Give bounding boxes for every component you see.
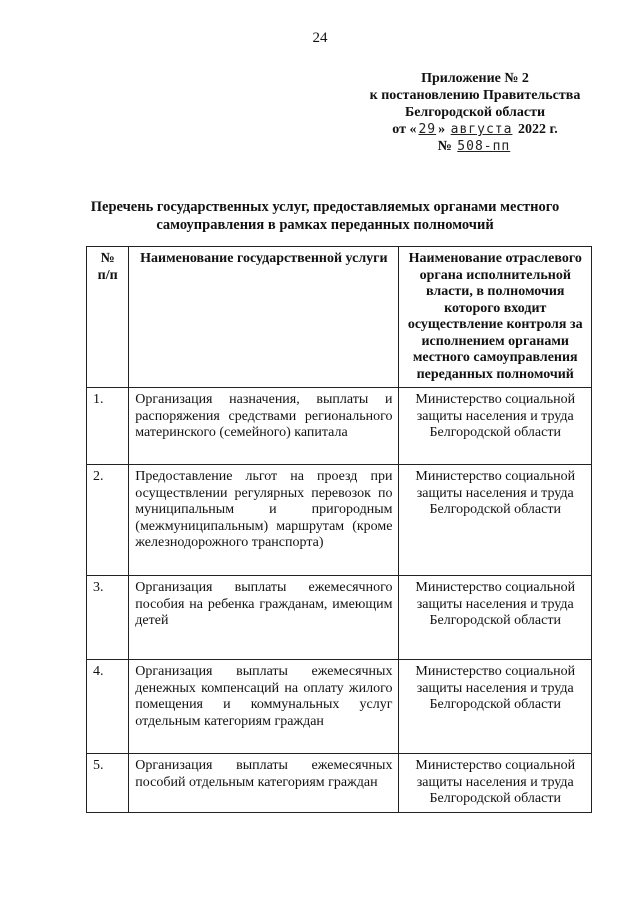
row-num: 3. [87,576,129,660]
table-row [87,576,592,660]
row-num: 2. [87,465,129,576]
table-row [87,388,592,465]
date-prefix: от « [392,122,417,137]
appendix-resolution: к постановлению Правительства [369,88,581,103]
row-service: Организация выплаты ежемесячного пособия на ребенка гражданам, имеющим детей [129,576,399,660]
row-ministry: Министерство социальной защиты населения и труда Белгородской области [399,576,592,660]
row-service: Организация выплаты ежемесячных пособий отдельным категориям граждан [129,754,399,813]
header-ministry: Наименование отраслевого органа исполнительной власти, в полномочия которого входит осуществление контроля за исполнением органами местного самоуправления переданных полномочий [399,247,592,388]
row-ministry: Министерство социальной защиты населения и труда Белгородской области [399,754,592,813]
date-separator: » [438,122,446,137]
header-service: Наименование государственной услуги [129,247,399,388]
document-title: Перечень государственных услуг, предоставляемых органами местного самоуправления в рамках переданных полномочий [90,199,560,233]
row-num: 4. [87,660,129,754]
row-service: Организация назначения, выплаты и распоряжения средствами регионального материнского (семейного) капитала [129,388,399,465]
appendix-title: Приложение № 2 [421,71,529,86]
appendix-block [360,70,590,155]
date-month: августа [450,122,513,137]
appendix-region: Белгородской области [404,105,546,120]
table-row [87,754,592,813]
date-year: 2022 г. [517,122,558,137]
date-day: 29 [418,122,437,137]
row-service: Организация выплаты ежемесячных денежных компенсаций на оплату жилого помещения и коммунальных услуг отдельным категориям граждан [129,660,399,754]
appendix-date [360,121,590,138]
appendix-number [360,138,590,155]
table-row [87,465,592,576]
row-ministry: Министерство социальной защиты населения и труда Белгородской области [399,465,592,576]
row-service: Предоставление льгот на проезд при осуществлении регулярных перевозок по муниципальным и пригородным (межмуниципальным) маршрутам (кроме железнодорожного транспорта) [129,465,399,576]
row-ministry: Министерство социальной защиты населения и труда Белгородской области [399,388,592,465]
page-number: 24 [312,30,328,46]
table-header-row [87,247,592,388]
table-row [87,660,592,754]
row-num: 1. [87,388,129,465]
number-value: 508-пп [457,139,511,154]
services-table [86,246,592,813]
header-num: № п/п [87,247,129,388]
row-ministry: Министерство социальной защиты населения и труда Белгородской области [399,660,592,754]
number-prefix: № [437,139,452,154]
row-num: 5. [87,754,129,813]
